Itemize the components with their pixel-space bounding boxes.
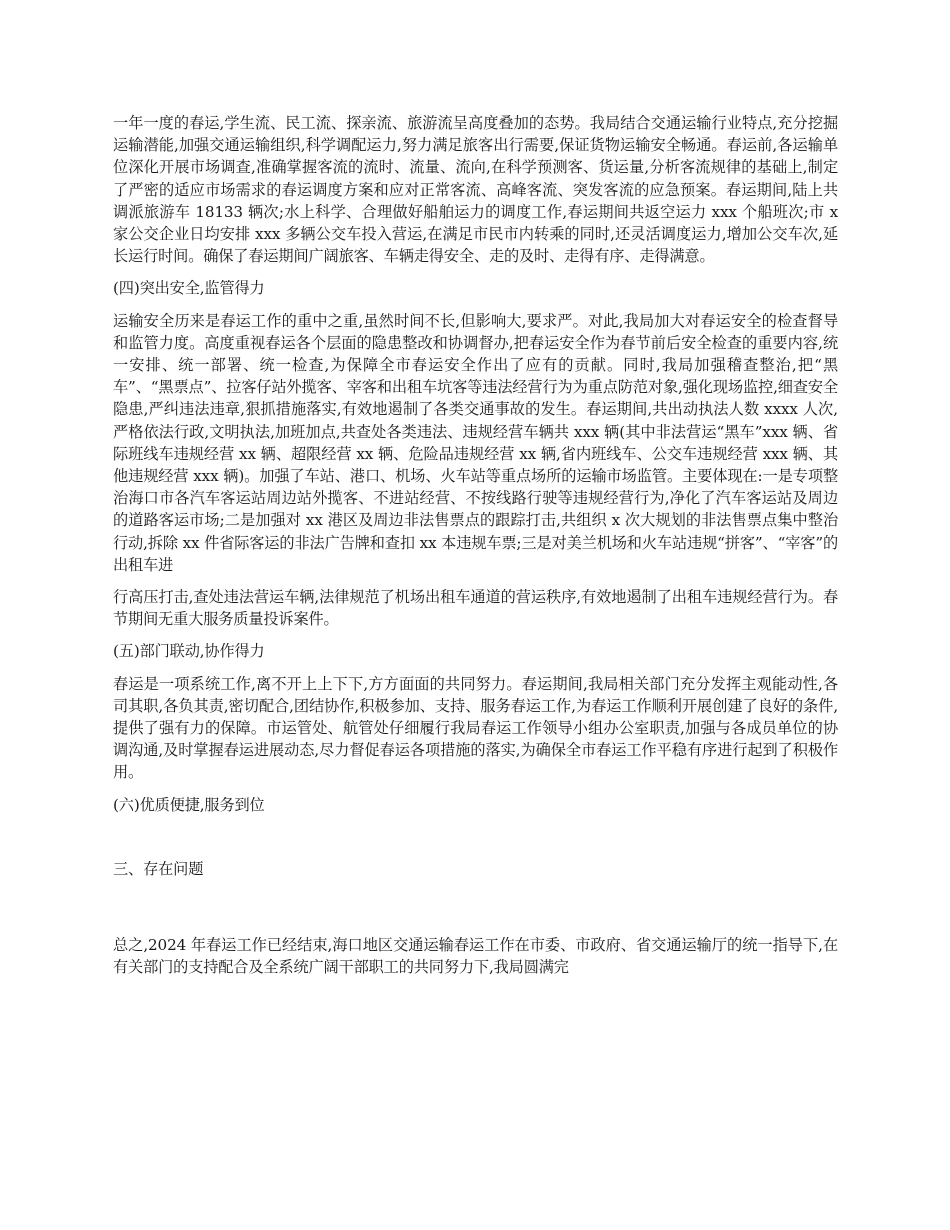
- paragraph-conclusion: 总之,2024 年春运工作已经结束,海口地区交通运输春运工作在市委、市政府、省交通运输厅的统一指导下,在有关部门的支持配合及全系统广阔干部职工的共同努力下,我局圆满完: [113, 936, 838, 977]
- paragraph-department-cooperation: 春运是一项系统工作,离不开上上下下,方方面面的共同努力。春运期间,我局相关部门充分发挥主观能动性,各司其职,各负其责,密切配合,团结协作,积极参加、支持、服务春运工作,为春运工作顺利开展创建了良好的条件,提供了强有力的保障。市运管处、航管处仔细履行我局春运工作领导小组办公室职责,加强与各成员单位的协调沟通,及时掌握春运进展动态,尽力督促春运各项措施的落实,为确保全市春运工作平稳有序进行起到了积极作用。: [113, 674, 838, 782]
- section-title-problems: 三、存在问题: [113, 859, 204, 878]
- subheading-safety-supervision: (四)突出安全,监管得力: [113, 279, 265, 298]
- paragraph-transport-organization: 一年一度的春运,学生流、民工流、探亲流、旅游流呈高度叠加的态势。我局结合交通运输行业特点,充分挖掘运输潜能,加强交通运输组织,科学调配运力,努力满足旅客出行需要,保证货物运输安全畅通。春运前,各运输单位深化开展市场调查,准确掌握客流的流时、流量、流向,在科学预测客、货运量,分析客流规律的基础上,制定了严密的适应市场需求的春运调度方案和应对正常客流、高峰客流、突发客流的应急预案。春运期间,陆上共调派旅游车 18133 辆次;水上科学、合理做好船舶运力的调度工作,春运期间共返空运力 xxx 个船班次;市 x 家公交企业日均安排 xxx 多辆公交车投入营运,在满足市民市内转乘的同时,还灵活调度运力,增加公交车次,延长运行时间。确保了春运期间广阔旅客、车辆走得安全、走的及时、走得有序、走得满意。: [113, 114, 838, 266]
- subheading-department-cooperation: (五)部门联动,协作得力: [113, 642, 265, 661]
- paragraph-safety-continued: 行高压打击,查处违法营运车辆,法律规范了机场出租车通道的营运秩序,有效地遏制了出租车违规经营行为。春节期间无重大服务质量投诉案件。: [113, 588, 838, 629]
- document-page: [113, 112, 838, 979]
- subheading-quality-service: (六)优质便捷,服务到位: [113, 795, 265, 814]
- paragraph-safety-supervision: 运输安全历来是春运工作的重中之重,虽然时间不长,但影响大,要求严。对此,我局加大对春运安全的检查督导和监管力度。高度重视春运各个层面的隐患整改和协调督办,把春运安全作为春节前后安全检查的重要内容,统一安排、统一部署、统一检查,为保障全市春运安全作出了应有的贡献。同时,我局加强稽查整治,把“黑车”、“黑票点”、拉客仔站外揽客、宰客和出租车坑客等违法经营行为为重点防范对象,强化现场监控,细查安全隐患,严纠违法违章,狠抓措施落实,有效地遏制了各类交通事故的发生。春运期间,共出动执法人数 xxxx 人次,严格依法行政,文明执法,加班加点,共查处各类违法、违规经营车辆共 xxx 辆(其中非法营运“黑车”xxx 辆、省际班线车违规经营 xx 辆、超限经营 xx 辆、危险品违规经营 xx 辆,省内班线车、公交车违规经营 xxx 辆、其他违规经营 xxx 辆)。加强了车站、港口、机场、火车站等重点场所的运输市场监管。主要体现在:一是专项整治海口市各汽车客运站周边站外揽客、不进站经营、不按线路行驶等违规经营行为,净化了汽车客运站及周边的道路客运市场;二是加强对 xx 港区及周边非法售票点的跟踪打击,共组织 x 次大规划的非法售票点集中整治行动,拆除 xx 件省际客运的非法广告牌和查扣 xx 本违规车票;三是对美兰机场和火车站违规“拼客”、“宰客”的出租车进: [113, 311, 838, 574]
